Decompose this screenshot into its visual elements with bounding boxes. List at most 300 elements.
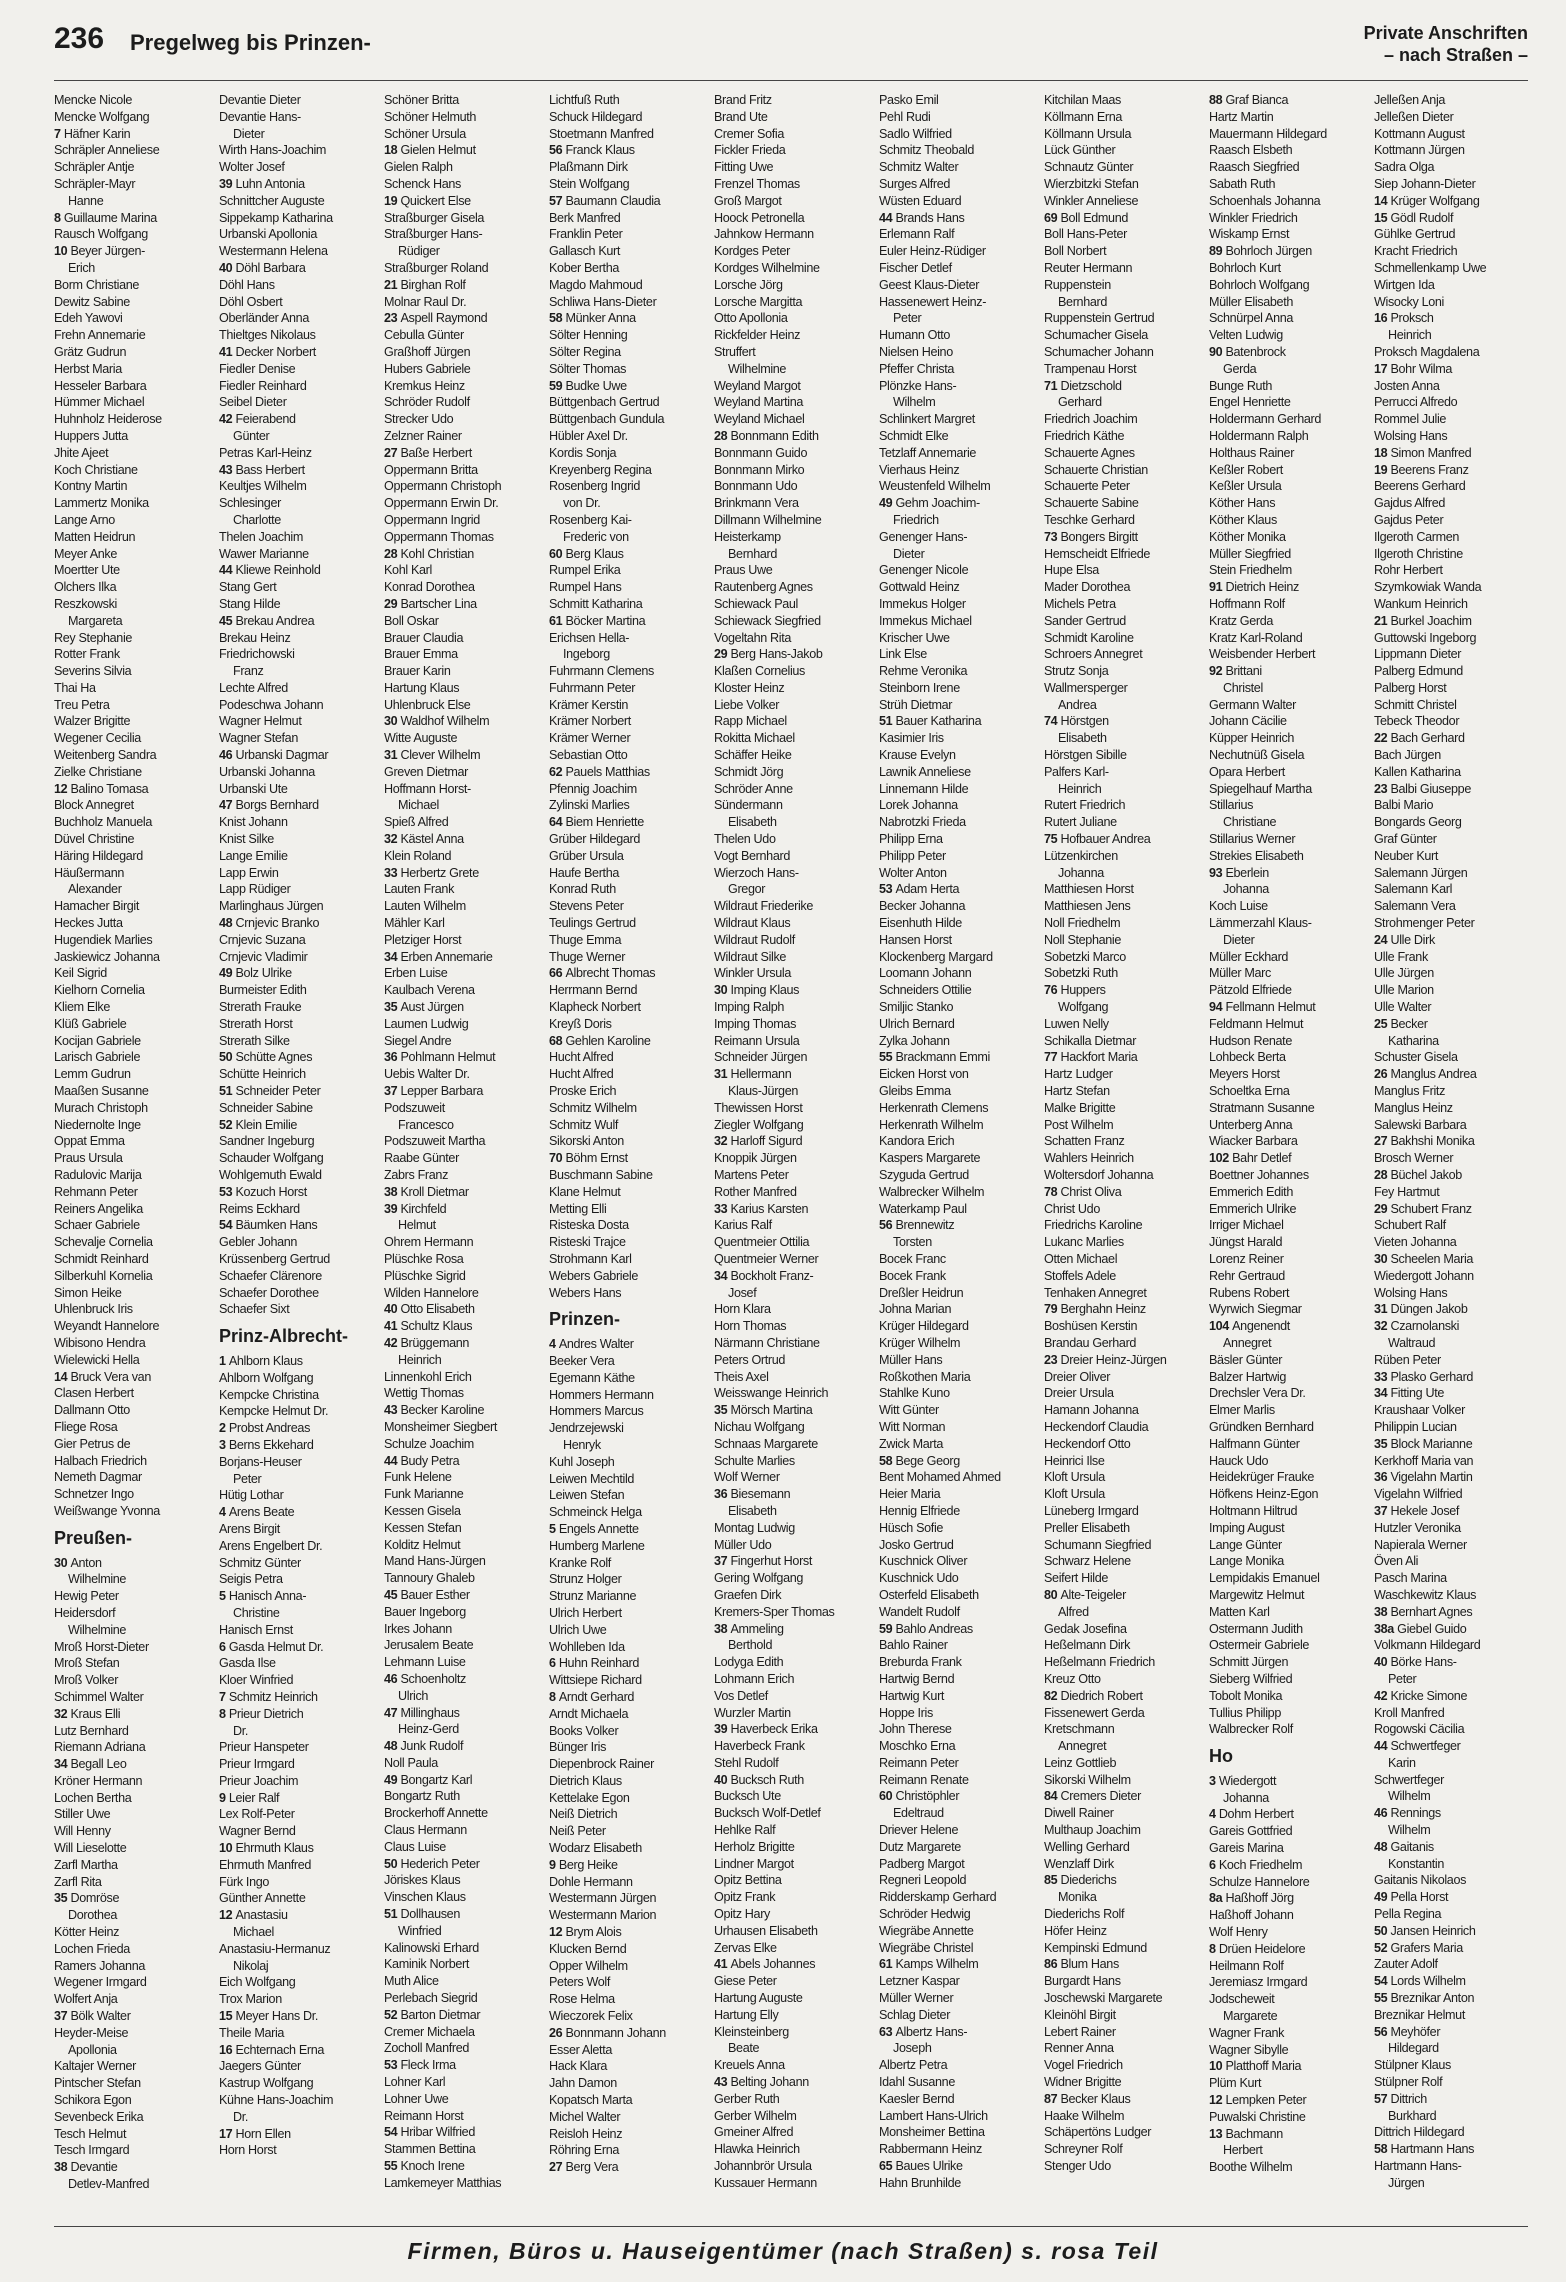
directory-entry: Schöner Ursula xyxy=(384,126,466,141)
directory-entry: Heidekrüger Frauke xyxy=(1209,1470,1314,1485)
directory-entry: Sündermann xyxy=(714,798,783,813)
directory-entry: Schulze Joachim xyxy=(384,1436,474,1451)
directory-entry: Heisterkamp xyxy=(714,529,781,544)
directory-entry: Clasen Herbert xyxy=(54,1386,134,1401)
directory-entry: Eisenhuth Hilde xyxy=(879,916,962,931)
directory-entry: 5 Hanisch Anna- xyxy=(219,1589,307,1604)
directory-entry: 12 Anastasiu xyxy=(219,1908,288,1923)
directory-entry: 3 Berns Ekkehard xyxy=(219,1437,314,1452)
house-number: 69 xyxy=(1044,210,1061,225)
house-number: 10 xyxy=(219,1841,236,1856)
directory-entry: Webers Hans xyxy=(549,1285,622,1300)
directory-entry: 41 Decker Norbert xyxy=(219,344,316,359)
directory-entry: 26 Manglus Andrea xyxy=(1374,1067,1477,1082)
directory-entry: Schulze Hannelore xyxy=(1209,1874,1310,1889)
house-number: 46 xyxy=(219,748,236,763)
house-number: 36 xyxy=(384,1050,401,1065)
directory-entry: Bauer Ingeborg xyxy=(384,1604,466,1619)
directory-entry: Tesch Irmgard xyxy=(54,2143,130,2158)
directory-entry: Theis Axel xyxy=(714,1369,769,1384)
directory-entry: 57 Dittrich xyxy=(1374,2091,1427,2106)
directory-entry: Drechsler Vera Dr. xyxy=(1209,1386,1306,1401)
directory-entry: Proksch Magdalena xyxy=(1374,344,1480,359)
house-number: 86 xyxy=(1044,1957,1061,1972)
house-number: 19 xyxy=(1374,462,1391,477)
house-number: 21 xyxy=(384,277,401,292)
directory-entry: 30 Waldhof Wilhelm xyxy=(384,714,490,729)
directory-entry: Struffert xyxy=(714,344,756,359)
directory-entry: Boll Hans-Peter xyxy=(1044,227,1127,242)
directory-entry: Siegel Andre xyxy=(384,1033,452,1048)
directory-entry: Beeker Vera xyxy=(549,1353,615,1368)
directory-entry: Wegener Cecilia xyxy=(54,731,141,746)
directory-entry: Graefen Dirk xyxy=(714,1587,782,1602)
directory-entry: Fey Hartmut xyxy=(1374,1184,1440,1199)
house-number: 3 xyxy=(219,1437,229,1452)
directory-entry: Simon Heike xyxy=(54,1285,122,1300)
directory-entry: Dohle Hermann xyxy=(549,1874,633,1889)
directory-entry: 30 Scheelen Maria xyxy=(1374,1251,1474,1266)
directory-entry: 53 Fleck Irma xyxy=(384,2058,456,2073)
directory-entry: Malke Brigitte xyxy=(1044,1100,1116,1115)
house-number: 61 xyxy=(549,613,566,628)
directory-entry: Schiewack Siegfried xyxy=(714,613,821,628)
directory-entry: Lempidakis Emanuel xyxy=(1209,1571,1320,1586)
house-number: 34 xyxy=(54,1757,71,1772)
directory-entry: Boll Oskar xyxy=(384,613,439,628)
house-number: 4 xyxy=(1209,1807,1219,1822)
directory-entry: 7 Schmitz Heinrich xyxy=(219,1689,318,1704)
house-number: 12 xyxy=(549,1925,566,1940)
directory-entry: Wagner Stefan xyxy=(219,731,298,746)
directory-entry: Pfennig Joachim xyxy=(549,781,637,796)
house-number: 49 xyxy=(219,966,236,981)
directory-entry: Engel Henriette xyxy=(1209,395,1291,410)
directory-entry: Gühlke Gertrud xyxy=(1374,227,1456,242)
directory-entry: Hümmer Michael xyxy=(54,395,145,410)
directory-entry: Knist Johann xyxy=(219,815,288,830)
directory-entry: Koch Christiane xyxy=(54,462,138,477)
directory-entry: Ridderskamp Gerhard xyxy=(879,1890,997,1905)
directory-entry: 44 Budy Petra xyxy=(384,1453,460,1468)
house-number: 23 xyxy=(384,311,401,326)
directory-entry: Keultjes Wilhelm xyxy=(219,479,307,494)
directory-entry: Küpper Heinrich xyxy=(1209,731,1295,746)
directory-entry: Rapp Michael xyxy=(714,714,787,729)
directory-entry: Pätzold Elfriede xyxy=(1209,983,1292,998)
directory-entry: Multhaup Joachim xyxy=(1044,1823,1141,1838)
house-number: 33 xyxy=(384,865,401,880)
directory-entry: Josko Gertrud xyxy=(879,1537,954,1552)
directory-entry: Tenhaken Annegret xyxy=(1044,1285,1147,1300)
directory-entry: Rotter Frank xyxy=(54,647,120,662)
directory-entry: Wilhelm xyxy=(1388,1823,1431,1838)
directory-entry: Schumacher Johann xyxy=(1044,344,1154,359)
directory-entry: Gerber Wilhelm xyxy=(714,2108,797,2123)
directory-entry: Stein Friedhelm xyxy=(1209,563,1292,578)
directory-entry: 63 Albertz Hans- xyxy=(879,2024,968,2039)
directory-entry: Ostermeir Gabriele xyxy=(1209,1638,1310,1653)
house-number: 12 xyxy=(1209,2093,1226,2108)
directory-entry: 46 Schoenholtz xyxy=(384,1671,466,1686)
directory-entry: Lippmann Dieter xyxy=(1374,647,1462,662)
directory-entry: Hamacher Birgit xyxy=(54,899,140,914)
directory-entry: Rickfelder Heinz xyxy=(714,328,801,343)
directory-entry: Jerusalem Beate xyxy=(384,1638,474,1653)
directory-entry: Reims Eckhard xyxy=(219,1201,300,1216)
directory-entry: Weisswange Heinrich xyxy=(714,1386,829,1401)
directory-entry: 19 Beerens Franz xyxy=(1374,462,1469,477)
directory-entry: 102 Bahr Detlef xyxy=(1209,1151,1292,1166)
directory-entry: Otten Michael xyxy=(1044,1251,1118,1266)
directory-entry: 18 Simon Manfred xyxy=(1374,445,1472,460)
directory-entry: Gregor xyxy=(728,882,766,897)
directory-entry: Zauter Adolf xyxy=(1374,1957,1438,1972)
directory-entry: 21 Burkel Joachim xyxy=(1374,613,1472,628)
house-number: 6 xyxy=(219,1639,229,1654)
directory-entry: Erich xyxy=(68,260,95,275)
directory-entry: Neiß Peter xyxy=(549,1824,606,1839)
directory-entry: Kaulbach Verena xyxy=(384,983,475,998)
directory-entry: Heyder-Meise xyxy=(54,2025,129,2040)
directory-entry: Nechutnüß Gisela xyxy=(1209,748,1305,763)
directory-entry: Wolter Anton xyxy=(879,865,947,880)
street-heading: Prinz-Albrecht- xyxy=(219,1326,349,1347)
directory-entry: 12 Lempken Peter xyxy=(1209,2093,1307,2108)
directory-entry: Kranke Rolf xyxy=(549,1555,611,1570)
directory-entry: Hoffmann Horst- xyxy=(384,781,471,796)
directory-entry: Zylka Johann xyxy=(879,1033,950,1048)
house-number: 33 xyxy=(1374,1369,1391,1384)
directory-entry: Bent Mohamed Ahmed xyxy=(879,1470,1001,1485)
directory-entry: Bonnmann Mirko xyxy=(714,462,805,477)
directory-entry: Gering Wolfgang xyxy=(714,1571,804,1586)
directory-entry: Schuster Gisela xyxy=(1374,1050,1458,1065)
directory-entry: Wankum Heinrich xyxy=(1374,596,1468,611)
directory-entry: Wodarz Elisabeth xyxy=(549,1841,642,1856)
directory-entry: Hubers Gabriele xyxy=(384,361,471,376)
directory-entry: Sevenbeck Erika xyxy=(54,2109,144,2124)
directory-entry: Neiß Dietrich xyxy=(549,1807,618,1822)
directory-entry: Funk Helene xyxy=(384,1470,452,1485)
directory-entry: Johanna xyxy=(1223,1790,1269,1805)
directory-entry: 44 Schwertfeger xyxy=(1374,1739,1461,1754)
directory-entry: Schröder Rudolf xyxy=(384,395,470,410)
house-number: 12 xyxy=(54,781,71,796)
directory-entry: Jeremiasz Irmgard xyxy=(1209,1975,1308,1990)
directory-entry: Johanna xyxy=(1058,865,1104,880)
directory-entry: Schubert Ralf xyxy=(1374,1218,1446,1233)
directory-entry: Manglus Heinz xyxy=(1374,1100,1453,1115)
directory-entry: Dreier Ursula xyxy=(1044,1386,1114,1401)
directory-entry: Kallen Katharina xyxy=(1374,764,1461,779)
directory-entry: Haßhoff Johann xyxy=(1209,1908,1294,1923)
directory-entry: Öven Ali xyxy=(1374,1554,1419,1569)
directory-entry: Kreuels Anna xyxy=(714,2058,785,2073)
directory-entry: Pletziger Horst xyxy=(384,932,462,947)
directory-entry: Imping August xyxy=(1209,1520,1285,1535)
directory-entry: Kühne Hans-Joachim xyxy=(219,2093,334,2108)
house-number: 8 xyxy=(1209,1941,1219,1956)
house-number: 58 xyxy=(1374,2142,1391,2157)
house-number: 35 xyxy=(714,1403,731,1418)
directory-entry: Kaminik Norbert xyxy=(384,1957,470,1972)
directory-entry: 6 Huhn Reinhard xyxy=(549,1656,639,1671)
house-number: 31 xyxy=(1374,1302,1391,1317)
directory-entry: Heßelmann Friedrich xyxy=(1044,1655,1155,1670)
directory-entry: Schmitz Wilhelm xyxy=(549,1100,637,1115)
directory-entry: Gedak Josefina xyxy=(1044,1621,1127,1636)
directory-entry: Strerath Silke xyxy=(219,1033,290,1048)
directory-entry: Matthiesen Jens xyxy=(1044,899,1131,914)
directory-entry: Tannoury Ghaleb xyxy=(384,1571,475,1586)
directory-entry: Breznikar Helmut xyxy=(1374,2007,1465,2022)
directory-entry: Lehmann Luise xyxy=(384,1655,466,1670)
directory-entry: Thuge Emma xyxy=(549,932,622,947)
directory-entry: Kocijan Gabriele xyxy=(54,1033,141,1048)
directory-entry: Volkmann Hildegard xyxy=(1374,1638,1481,1653)
directory-entry: Schnürpel Anna xyxy=(1209,311,1294,326)
house-number: 54 xyxy=(384,2125,401,2140)
directory-entry: Schäffer Heike xyxy=(714,748,792,763)
directory-entry: Beate xyxy=(728,2041,760,2056)
directory-entry: Ehrmuth Manfred xyxy=(219,1857,312,1872)
directory-entry: Hartung Klaus xyxy=(384,680,460,695)
directory-entry: Vogel Friedrich xyxy=(1044,2058,1123,2073)
directory-entry: Stang Hilde xyxy=(219,596,281,611)
directory-entry: Stenger Udo xyxy=(1044,2159,1111,2174)
directory-entry: Surges Alfred xyxy=(879,176,951,191)
directory-entry: Heßelmann Dirk xyxy=(1044,1638,1131,1653)
directory-entry: Opitz Bettina xyxy=(714,1873,782,1888)
directory-entry: Lawnik Anneliese xyxy=(879,764,971,779)
directory-entry: Risteska Dosta xyxy=(549,1218,629,1233)
directory-entry: Kuschnick Oliver xyxy=(879,1554,968,1569)
house-number: 80 xyxy=(1044,1587,1061,1602)
directory-entry: Schwarz Helene xyxy=(1044,1554,1131,1569)
directory-entry: Kloster Heinz xyxy=(714,680,785,695)
house-number: 26 xyxy=(1374,1067,1391,1082)
directory-entry: Becker Johanna xyxy=(879,899,966,914)
directory-entry: Erlemann Ralf xyxy=(879,227,955,242)
directory-entry: Lochen Frieda xyxy=(54,1941,130,1956)
directory-entry: Wolfgang xyxy=(1058,1000,1109,1015)
directory-entry: Michael xyxy=(233,1925,274,1940)
directory-entry: 43 Belting Johann xyxy=(714,2075,809,2090)
directory-entry: Ulrich Uwe xyxy=(549,1622,607,1637)
directory-entry: Eich Wolfgang xyxy=(219,1975,296,1990)
directory-entry: 40 Otto Elisabeth xyxy=(384,1302,475,1317)
directory-entry: 62 Pauels Matthias xyxy=(549,764,650,779)
house-number: 8 xyxy=(54,210,64,225)
directory-entry: Schmidt Elke xyxy=(879,428,949,443)
directory-entry: Heckendorf Claudia xyxy=(1044,1419,1149,1434)
directory-entry: Linnemann Hilde xyxy=(879,781,969,796)
directory-entry: Thieltges Nikolaus xyxy=(219,328,316,343)
directory-entry: Roßkothen Maria xyxy=(879,1369,971,1384)
directory-entry: Thai Ha xyxy=(54,680,96,695)
directory-entry: Rehmann Peter xyxy=(54,1184,138,1199)
house-number: 45 xyxy=(219,613,236,628)
directory-entry: Sieberg Wilfried xyxy=(1209,1671,1293,1686)
directory-entry: 54 Hribar Wilfried xyxy=(384,2125,475,2140)
directory-entry: Mader Dorothea xyxy=(1044,580,1131,595)
directory-entry: Pfeffer Christa xyxy=(879,361,955,376)
directory-entry: Buchholz Manuela xyxy=(54,815,153,830)
directory-columns xyxy=(54,92,1534,2192)
directory-entry: Strohmenger Peter xyxy=(1374,916,1475,931)
directory-entry: 2 Probst Andreas xyxy=(219,1421,311,1436)
house-number: 35 xyxy=(1374,1436,1391,1451)
directory-entry: 8a Haßhoff Jörg xyxy=(1209,1891,1294,1906)
directory-entry: Winkler Anneliese xyxy=(1044,193,1139,208)
directory-entry: Schmeinck Helga xyxy=(549,1505,642,1520)
directory-entry: Kracht Friedrich xyxy=(1374,244,1458,259)
directory-entry: Francesco xyxy=(398,1117,454,1132)
directory-entry: Schauerte Christian xyxy=(1044,462,1148,477)
house-number: 44 xyxy=(1374,1739,1391,1754)
house-number: 51 xyxy=(384,1907,401,1922)
directory-entry: Josef xyxy=(728,1285,757,1300)
directory-entry: Wildraut Silke xyxy=(714,949,787,964)
directory-entry: Loomann Johann xyxy=(879,966,972,981)
directory-entry: Huppers Jutta xyxy=(54,428,128,443)
directory-entry: Brauer Claudia xyxy=(384,630,464,645)
directory-entry: Wüsten Eduard xyxy=(879,193,962,208)
directory-column-9 xyxy=(1374,92,1522,2190)
directory-entry: Margareta xyxy=(68,613,123,628)
directory-entry: Wittsiepe Richard xyxy=(549,1673,642,1688)
directory-entry: 36 Vigelahn Martin xyxy=(1374,1470,1473,1485)
directory-entry: 23 Aspell Raymond xyxy=(384,311,488,326)
directory-entry: 92 Brittani xyxy=(1209,664,1262,679)
directory-entry: Crnjevic Suzana xyxy=(219,932,306,947)
directory-entry: Dieter xyxy=(893,546,925,561)
directory-entry: Wilhelm xyxy=(893,395,936,410)
directory-entry: Monika xyxy=(1058,1890,1097,1905)
house-number: 34 xyxy=(714,1268,731,1283)
directory-entry: Schaefer Clärenore xyxy=(219,1268,322,1283)
directory-entry: Laumen Ludwig xyxy=(384,1016,469,1031)
directory-entry: Matthiesen Horst xyxy=(1044,882,1134,897)
directory-entry: Rumpel Erika xyxy=(549,563,621,578)
directory-entry: Johann Cäcilie xyxy=(1209,714,1287,729)
house-number: 44 xyxy=(384,1453,401,1468)
directory-entry: Kempcke Helmut Dr. xyxy=(219,1404,329,1419)
house-number: 58 xyxy=(549,311,566,326)
directory-entry: Gajdus Alfred xyxy=(1374,496,1446,511)
directory-entry: Liebe Volker xyxy=(714,697,780,712)
directory-entry: Ulle Jürgen xyxy=(1374,966,1434,981)
directory-entry: Dr. xyxy=(233,1723,249,1738)
directory-entry: Halbach Friedrich xyxy=(54,1453,147,1468)
house-number: 87 xyxy=(1044,2091,1061,2106)
directory-entry: Schauder Wolfgang xyxy=(219,1151,324,1166)
directory-entry: 15 Gödl Rudolf xyxy=(1374,210,1454,225)
footer-note: Firmen, Büros u. Hauseigentümer (nach Straßen) s. rosa Teil xyxy=(407,2238,1159,2264)
directory-entry: Gleibs Emma xyxy=(879,1084,951,1099)
directory-entry: Schimmel Walter xyxy=(54,1689,144,1704)
directory-entry: Weyland Martina xyxy=(714,395,804,410)
directory-entry: Teulings Gertrud xyxy=(549,916,636,931)
directory-entry: Kleinöhl Birgit xyxy=(1044,2007,1116,2022)
directory-entry: Christ Udo xyxy=(1044,1201,1100,1216)
directory-entry: Jaskiewicz Johanna xyxy=(54,949,160,964)
directory-entry: Mroß Volker xyxy=(54,1673,119,1688)
house-number: 12 xyxy=(219,1908,236,1923)
directory-entry: Podeschwa Johann xyxy=(219,697,324,712)
directory-entry: 38a Giebel Guido xyxy=(1374,1621,1467,1636)
directory-entry: Sikorski Wilhelm xyxy=(1044,1772,1131,1787)
directory-entry: 35 Aust Jürgen xyxy=(384,1000,464,1015)
directory-entry: Quentmeier Werner xyxy=(714,1251,819,1266)
directory-entry: Wierzoch Hans- xyxy=(714,865,799,880)
directory-entry: 87 Becker Klaus xyxy=(1044,2091,1131,2106)
directory-entry: 43 Becker Karoline xyxy=(384,1403,485,1418)
house-number: 55 xyxy=(1374,1991,1391,2006)
directory-entry: 32 Kästel Anna xyxy=(384,832,464,847)
directory-entry: 22 Bach Gerhard xyxy=(1374,731,1465,746)
directory-entry: Kitchilan Maas xyxy=(1044,93,1121,107)
house-number: 43 xyxy=(219,462,236,477)
directory-entry: 78 Christ Oliva xyxy=(1044,1184,1122,1199)
directory-entry: Marlinghaus Jürgen xyxy=(219,899,324,914)
directory-entry: Imping Ralph xyxy=(714,1000,785,1015)
directory-entry: Gareis Gottfried xyxy=(1209,1824,1293,1839)
directory-entry: Peter xyxy=(893,311,922,326)
directory-entry: Sadra Olga xyxy=(1374,160,1435,175)
directory-entry: Wiskamp Ernst xyxy=(1209,227,1290,242)
page-header xyxy=(54,22,1528,72)
directory-entry: Stillarius xyxy=(1209,798,1254,813)
directory-entry: Schenck Hans xyxy=(384,176,462,191)
directory-entry: Rose Helma xyxy=(549,1992,615,2007)
directory-entry: 36 Biesemann xyxy=(714,1487,791,1502)
directory-entry: Geest Klaus-Dieter xyxy=(879,277,980,292)
directory-entry: 35 Mörsch Martina xyxy=(714,1403,813,1418)
directory-entry: Schmidt Reinhard xyxy=(54,1251,149,1266)
directory-entry: Kleinsteinberg xyxy=(714,2024,789,2039)
directory-entry: Podszuweit Martha xyxy=(384,1134,486,1149)
directory-entry: Dieter xyxy=(233,126,265,141)
directory-entry: 55 Knoch Irene xyxy=(384,2159,465,2174)
directory-entry: Lodyga Edith xyxy=(714,1655,784,1670)
directory-entry: Weyland Michael xyxy=(714,412,805,427)
house-number: 29 xyxy=(1374,1201,1391,1216)
directory-entry: Lauten Frank xyxy=(384,882,455,897)
house-number: 52 xyxy=(1374,1940,1391,1955)
directory-entry: Wettig Thomas xyxy=(384,1386,464,1401)
house-number: 38 xyxy=(714,1621,731,1636)
directory-entry: Lammertz Monika xyxy=(54,496,149,511)
house-number: 41 xyxy=(219,344,236,359)
directory-entry: Salemann Karl xyxy=(1374,882,1453,897)
directory-entry: Lindner Margot xyxy=(714,1856,794,1871)
directory-entry: Irriger Michael xyxy=(1209,1218,1284,1233)
directory-entry: Linnenkohl Erich xyxy=(384,1369,472,1384)
directory-entry: Dallmann Otto xyxy=(54,1403,130,1418)
house-number: 18 xyxy=(1374,445,1391,460)
directory-entry: John Therese xyxy=(879,1722,952,1737)
directory-entry: Heinz-Gerd xyxy=(398,1722,459,1737)
directory-entry: Kordges Peter xyxy=(714,244,790,259)
directory-entry: 38 Kroll Dietmar xyxy=(384,1184,469,1199)
directory-entry: Heidersdorf xyxy=(54,1605,116,1620)
directory-entry: Hartmann Hans- xyxy=(1374,2159,1462,2174)
directory-entry: Raabe Günter xyxy=(384,1151,459,1166)
directory-entry: Schuck Hildegard xyxy=(549,109,643,124)
directory-entry: Winkler Friedrich xyxy=(1209,210,1298,225)
